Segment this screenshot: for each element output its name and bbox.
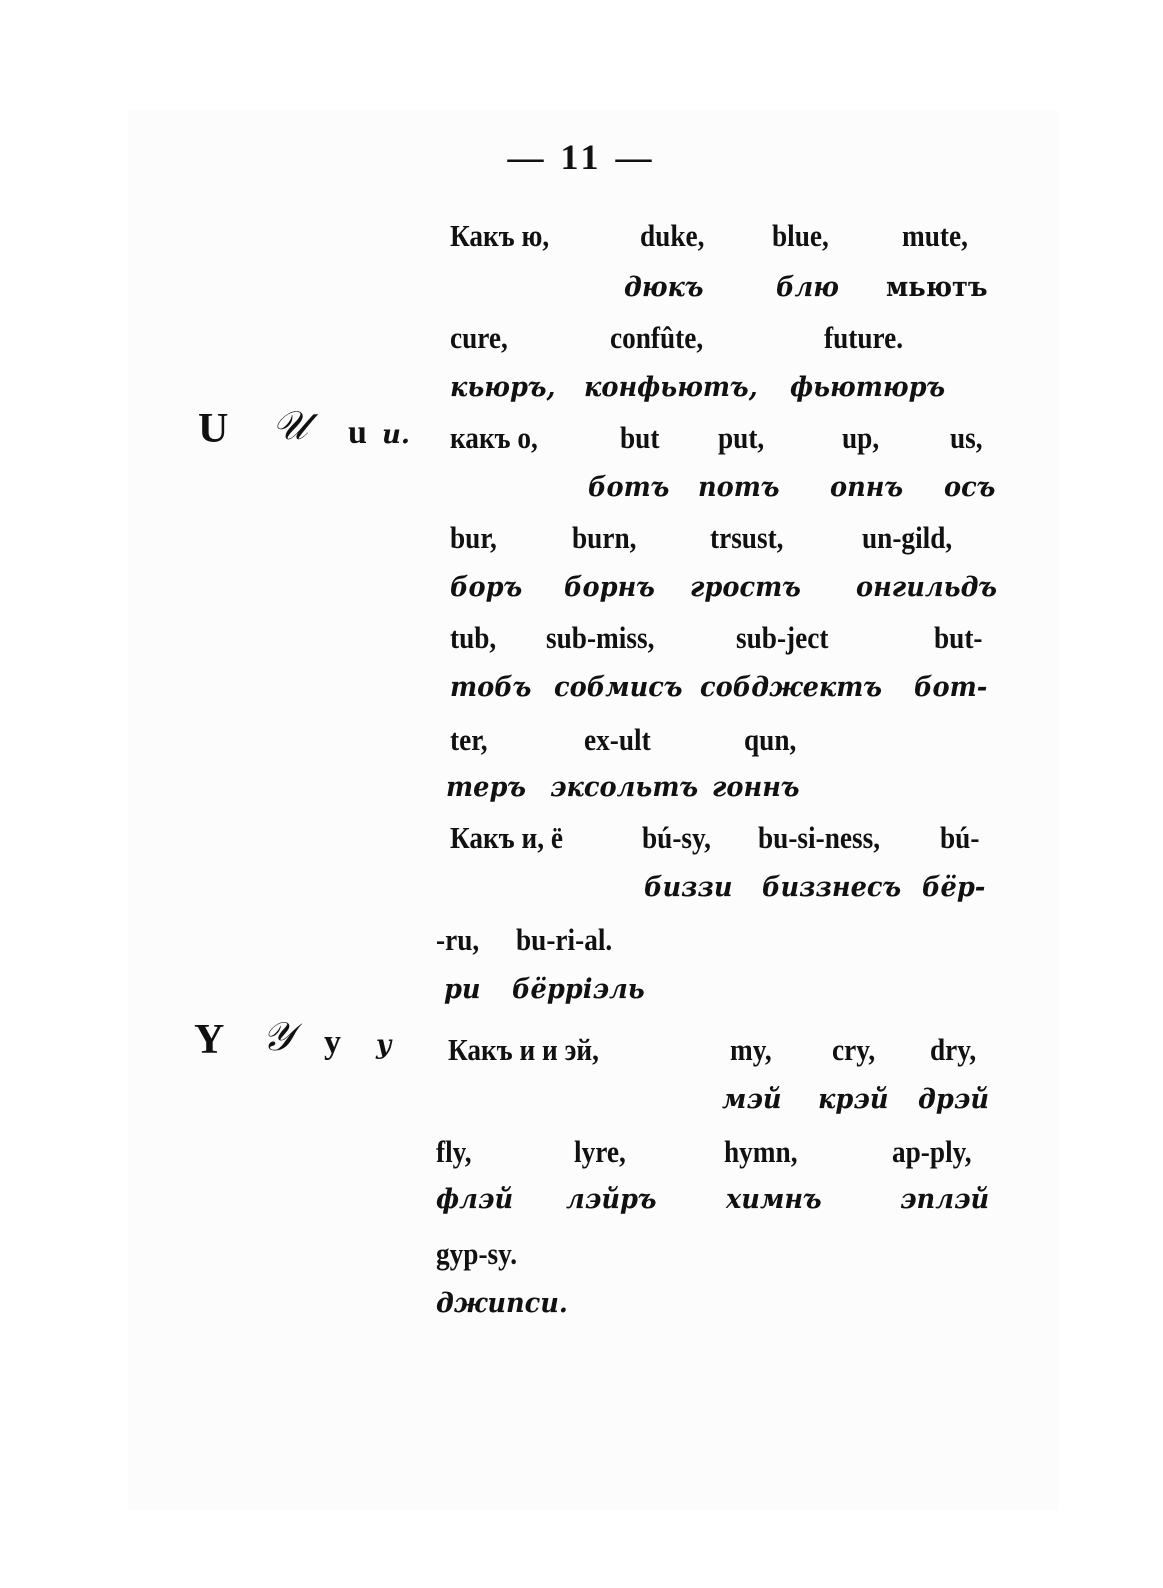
line-11-word-1: эксольтъ	[550, 772, 699, 803]
page-number: — 11 —	[507, 137, 656, 177]
line-14-word-0: -ru,	[436, 922, 480, 957]
line-12-word-3: bú-	[940, 820, 980, 855]
line-2-word-2: future.	[824, 320, 904, 355]
line-0-word-1: duke,	[640, 218, 705, 253]
letter-y-script: 𝒴	[262, 1014, 294, 1060]
line-8-word-1: sub-miss,	[546, 620, 655, 655]
line-6-word-2: trsust,	[710, 520, 784, 555]
line-16-word-0: Какъ и и эй,	[448, 1032, 599, 1067]
line-0-word-2: blue,	[772, 218, 829, 253]
line-11-word-0: теръ	[446, 772, 527, 803]
line-19-word-1: лэйръ	[566, 1184, 657, 1215]
letter-y-lower-italic: y	[376, 1030, 392, 1060]
line-1-word-2: мьютъ	[886, 272, 988, 303]
line-12-word-0: Какъ и, ё	[450, 820, 563, 855]
line-19-word-3: эплэй	[900, 1184, 990, 1215]
line-14-word-1: bu-ri-al.	[516, 922, 613, 957]
letter-u-script: 𝒰	[272, 403, 308, 449]
page-background	[128, 110, 1058, 1510]
line-8-word-3: but-	[934, 620, 983, 655]
line-3-word-0: кьюръ,	[450, 372, 556, 403]
line-5-word-1: потъ	[698, 472, 780, 503]
letter-y-lower: y	[324, 1024, 341, 1061]
line-13-word-1: биззнесъ	[762, 872, 902, 903]
letter-u-capital: U	[198, 406, 229, 452]
line-1-word-0: дюкъ	[624, 272, 704, 303]
line-2-word-0: cure,	[450, 320, 508, 355]
line-9-word-3: бот-	[914, 672, 988, 703]
line-10-word-0: ter,	[450, 722, 488, 757]
line-4-word-1: but	[620, 420, 660, 455]
line-16-word-3: dry,	[930, 1032, 977, 1067]
line-4-word-3: up,	[842, 420, 880, 455]
line-0-word-0: Какъ ю,	[450, 218, 550, 253]
line-18-word-3: ap-ply,	[892, 1134, 972, 1169]
line-16-word-1: my,	[730, 1032, 772, 1067]
line-12-word-2: bu-si-ness,	[758, 820, 881, 855]
letter-u-lower: u	[348, 414, 367, 451]
line-7-word-3: онгильдъ	[856, 572, 998, 603]
line-20-word-0: gyp-sy.	[436, 1236, 518, 1271]
line-8-word-0: tub,	[450, 620, 497, 655]
line-9-word-2: собджектъ	[700, 672, 883, 703]
line-9-word-0: тобъ	[450, 672, 532, 703]
line-19-word-2: химнъ	[726, 1184, 822, 1215]
line-8-word-2: sub-ject	[736, 620, 829, 655]
line-21-word-0: джипси.	[436, 1288, 568, 1319]
line-10-word-1: ex-ult	[584, 722, 651, 757]
line-17-word-0: мэй	[722, 1084, 782, 1115]
line-18-word-2: hymn,	[724, 1134, 798, 1169]
line-13-word-0: биззи	[644, 872, 733, 903]
line-0-word-3: mute,	[902, 218, 968, 253]
line-6-word-1: burn,	[572, 520, 637, 555]
line-5-word-3: осъ	[944, 472, 996, 503]
line-1-word-1: блю	[776, 272, 839, 303]
line-18-word-0: fly,	[436, 1134, 472, 1169]
line-3-word-2: фьютюръ	[790, 372, 946, 403]
line-10-word-2: qun,	[744, 722, 797, 757]
line-7-word-0: боръ	[450, 572, 523, 603]
line-9-word-1: собмисъ	[554, 672, 683, 703]
line-19-word-0: флэй	[436, 1184, 514, 1215]
line-6-word-0: bur,	[450, 520, 497, 555]
line-4-word-4: us,	[950, 420, 983, 455]
line-3-word-1: конфьютъ,	[584, 372, 758, 403]
line-7-word-1: борнъ	[564, 572, 655, 603]
line-11-word-2: гоннъ	[712, 772, 800, 803]
line-2-word-1: confûte,	[610, 320, 704, 355]
line-17-word-1: крэй	[818, 1084, 889, 1115]
line-4-word-2: put,	[718, 420, 765, 455]
line-5-word-0: ботъ	[588, 472, 670, 503]
line-5-word-2: опнъ	[830, 472, 904, 503]
line-4-word-0: какъ о,	[450, 420, 538, 455]
line-15-word-1: бёрріэль	[512, 974, 645, 1005]
letter-u-lower-italic: u.	[382, 420, 410, 450]
line-18-word-1: lyre,	[574, 1134, 626, 1169]
line-7-word-2: гростъ	[690, 572, 801, 603]
line-17-word-2: дрэй	[918, 1084, 989, 1115]
line-13-word-2: бёр-	[922, 872, 986, 903]
line-6-word-3: un-gild,	[862, 520, 953, 555]
letter-y-capital: Y	[194, 1017, 225, 1063]
line-16-word-2: cry,	[832, 1032, 876, 1067]
line-12-word-1: bú-sy,	[642, 820, 712, 855]
line-15-word-0: ри	[444, 974, 481, 1005]
